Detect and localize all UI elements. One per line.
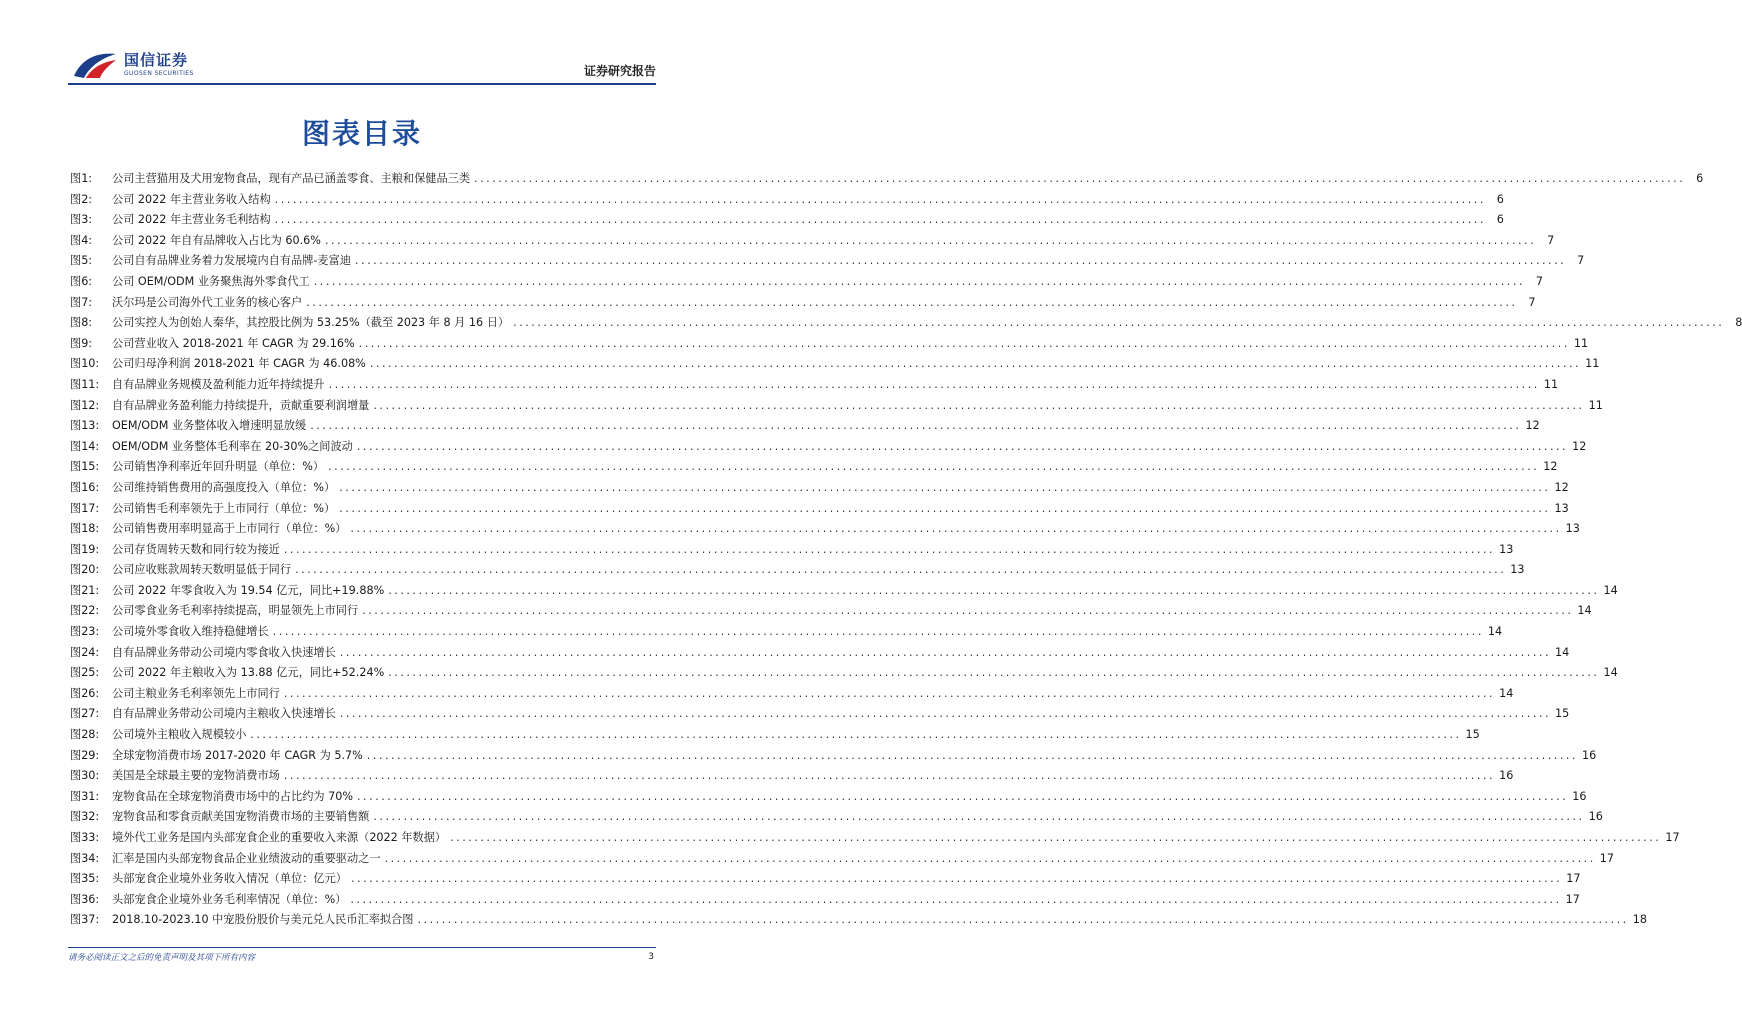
toc-entry-page: 12 (1572, 439, 1587, 453)
toc-entry[interactable] (70, 212, 1504, 233)
toc-entry-label: 图27: (70, 707, 100, 721)
toc-entry-title: 自有品牌业务带动公司境内主粮收入快速增长 (112, 707, 336, 721)
toc-entry-title: 公司销售毛利率领先于上市同行（单位：%） (112, 501, 336, 515)
toc-leader-dots: ........................................................................................................................................................................................................ (357, 789, 1569, 803)
toc-entry-label: 图20: (70, 563, 100, 577)
toc-entry-label: 图18: (70, 522, 100, 536)
toc-entry-page: 12 (1543, 460, 1558, 474)
toc-entry-page: 8 (1735, 316, 1742, 330)
toc-entry-label: 图21: (70, 583, 100, 597)
guosen-logo-icon (72, 50, 118, 80)
toc-entry-title: 宠物食品和零食贡献美国宠物消费市场的主要销售额 (112, 810, 370, 824)
toc-entry-page: 13 (1554, 501, 1569, 515)
toc-entry-label: 图33: (70, 831, 100, 844)
toc-entry-page: 13 (1510, 563, 1525, 577)
toc-entry-page: 7 (1528, 295, 1536, 309)
toc-entry[interactable] (70, 912, 1647, 933)
toc-leader-dots: ........................................................................................................................................................................................................ (373, 398, 1585, 412)
toc-entry-label: 图34: (70, 851, 100, 865)
toc-entry-title: 公司境外零食收入维持稳健增长 (112, 625, 269, 639)
toc-entry[interactable] (70, 192, 1504, 213)
toc-entry-title: 全球宠物消费市场 2017-2020 年 CAGR 为 5.7% (112, 748, 363, 762)
toc-entry-page: 15 (1465, 728, 1480, 742)
toc-entry[interactable] (70, 439, 1587, 460)
toc-leader-dots: ........................................................................................................................................................................................................ (350, 892, 1562, 906)
toc-entry-title: 公司 OEM/ODM 业务聚焦海外零食代工 (112, 274, 310, 288)
toc-entry[interactable] (70, 377, 1559, 398)
toc-entry-title: 公司 2022 年主营业务毛利结构 (112, 213, 271, 227)
toc-entry-title: 公司自有品牌业务着力发展境内自有品牌-麦富迪 (112, 254, 351, 268)
toc-entry-title: 美国是全球最主要的宠物消费市场 (112, 769, 280, 783)
toc-entry-title: 公司 2022 年自有品牌收入占比为 60.6% (112, 233, 321, 247)
toc-entry-title: 自有品牌业务规模及盈利能力近年持续提升 (112, 377, 325, 391)
toc-leader-dots: ........................................................................................................................................................................................................ (388, 583, 1600, 597)
toc-entry-label: 图22: (70, 604, 100, 618)
toc-entry-title: 公司营业收入 2018-2021 年 CAGR 为 29.16% (112, 336, 355, 350)
toc-entry-label: 图23: (70, 625, 100, 639)
toc-entry[interactable] (70, 706, 1570, 727)
toc-entry-page: 16 (1572, 789, 1587, 803)
toc-entry-title: 公司 2022 年主营业务收入结构 (112, 192, 271, 206)
toc-leader-dots: ........................................................................................................................................................................................................ (283, 769, 1496, 783)
toc-entry-label: 图30: (70, 769, 100, 783)
toc-entry-label: 图14: (70, 439, 100, 453)
toc-entry-title: 公司实控人为创始人秦华，其控股比例为 53.25%（截至 2023 年 8 月 16 日） (112, 316, 510, 330)
toc-entry-page: 11 (1573, 336, 1589, 350)
toc-entry[interactable] (70, 233, 1555, 254)
toc-entry-title: OEM/ODM 业务整体毛利率在 20-30%之间波动 (112, 439, 353, 453)
toc-entry[interactable] (70, 748, 1597, 769)
toc-entry-page: 7 (1547, 233, 1555, 247)
toc-leader-dots: ........................................................................................................................................................................................................ (513, 316, 1725, 330)
toc-entry-title: OEM/ODM 业务整体收入增速明显放缓 (112, 419, 307, 433)
toc-entry[interactable] (70, 315, 1742, 336)
toc-entry-label: 图26: (70, 686, 100, 700)
toc-entry[interactable] (70, 253, 1585, 274)
toc-entry[interactable] (70, 542, 1514, 563)
toc-entry[interactable] (70, 871, 1581, 892)
toc-entry-label: 图16: (70, 480, 100, 494)
toc-entry[interactable] (70, 480, 1569, 501)
toc-entry-page: 17 (1566, 872, 1581, 886)
toc-entry-title: 公司应收账款周转天数明显低于同行 (112, 563, 292, 577)
toc-entry-page: 12 (1525, 419, 1540, 433)
toc-leader-dots: ........................................................................................................................................................................................................ (388, 666, 1600, 680)
toc-entry-title: 公司 2022 年零食收入为 19.54 亿元，同比+19.88% (112, 583, 385, 597)
toc-entry-page: 14 (1555, 645, 1570, 659)
toc-entry[interactable] (70, 624, 1503, 645)
toc-leader-dots: ........................................................................................................................................................................................................ (250, 728, 1462, 742)
toc-leader-dots: ........................................................................................................................................................................................................ (356, 439, 1569, 453)
toc-leader-dots: ........................................................................................................................................................................................................ (283, 542, 1496, 556)
toc-entry-page: 15 (1555, 707, 1570, 721)
toc-entry-page: 14 (1487, 625, 1503, 639)
toc-entry-label: 图17: (70, 501, 100, 515)
toc-entry-label: 图36: (70, 892, 100, 906)
page-number: 3 (648, 952, 654, 962)
toc-leader-dots: ........................................................................................................................................................................................................ (310, 419, 1522, 433)
toc-entry[interactable] (70, 645, 1570, 666)
toc-entry-label: 图8: (70, 316, 93, 330)
toc-entry-title: 公司主营猫用及犬用宠物食品，现有产品已涵盖零食、主粮和保健品三类 (112, 172, 471, 185)
toc-entry[interactable] (70, 809, 1603, 830)
toc-entry-page: 17 (1565, 892, 1580, 906)
toc-leader-dots: ........................................................................................................................................................................................................ (474, 172, 1686, 185)
toc-entry-page: 11 (1543, 377, 1559, 391)
toc-entry-label: 图25: (70, 666, 100, 680)
toc-entry-page: 12 (1554, 480, 1569, 494)
toc-leader-dots: ........................................................................................................................................................................................................ (339, 645, 1552, 659)
logo-english-name: GUOSEN SECURITIES (124, 70, 194, 77)
toc-leader-dots: ........................................................................................................................................................................................................ (339, 480, 1551, 494)
toc-entry[interactable] (70, 356, 1600, 377)
toc-leader-dots: ........................................................................................................................................................................................................ (274, 213, 1486, 227)
toc-entry-label: 图1: (70, 172, 93, 185)
toc-entry-page: 13 (1565, 522, 1580, 536)
toc-entry-label: 图19: (70, 542, 100, 556)
footer-divider (68, 947, 656, 948)
toc-leader-dots: ........................................................................................................................................................................................................ (283, 686, 1496, 700)
table-of-figures (70, 171, 1742, 933)
logo-chinese-name: 国信证券 (124, 51, 189, 69)
toc-leader-dots: ........................................................................................................................................................................................................ (384, 851, 1596, 865)
toc-entry-title: 自有品牌业务带动公司境内零食收入快速增长 (112, 645, 336, 659)
toc-entry[interactable] (70, 789, 1587, 810)
toc-entry-label: 图6: (70, 274, 93, 288)
toc-entry[interactable] (70, 295, 1536, 316)
toc-entry[interactable] (70, 521, 1580, 542)
toc-entry-label: 图7: (70, 295, 93, 309)
toc-entry[interactable] (70, 727, 1480, 748)
toc-entry-title: 境外代工业务是国内头部宠食企业的重要收入来源（2022 年数据） (112, 831, 447, 844)
header-divider (68, 83, 656, 85)
toc-entry[interactable] (70, 336, 1589, 357)
toc-entry[interactable] (70, 892, 1580, 913)
toc-entry-page: 6 (1496, 213, 1504, 227)
toc-leader-dots: ........................................................................................................................................................................................................ (272, 625, 1484, 639)
toc-entry-title: 2018.10-2023.10 中宠股份股价与美元兑人民币汇率拟合图 (112, 913, 414, 927)
toc-entry[interactable] (70, 768, 1514, 789)
toc-entry-page: 7 (1577, 254, 1585, 268)
toc-entry-title: 公司零食业务毛利率持续提高，明显领先上市同行 (112, 604, 359, 618)
toc-entry[interactable] (70, 686, 1514, 707)
toc-entry-label: 图13: (70, 419, 100, 433)
toc-entry-title: 头部宠食企业境外业务毛利率情况（单位：%） (112, 892, 347, 906)
toc-entry-page: 11 (1588, 398, 1603, 412)
toc-leader-dots: ........................................................................................................................................................................................................ (366, 748, 1579, 762)
toc-leader-dots: ........................................................................................................................................................................................................ (450, 831, 1662, 844)
toc-entry-label: 图32: (70, 810, 100, 824)
toc-entry-label: 图5: (70, 254, 93, 268)
toc-leader-dots: ........................................................................................................................................................................................................ (373, 810, 1585, 824)
toc-leader-dots: ........................................................................................................................................................................................................ (350, 872, 1563, 886)
report-type-label: 证券研究报告 (583, 64, 656, 78)
toc-entry-title: 公司销售净利率近年回升明显（单位：%） (112, 460, 325, 474)
toc-entry-label: 图10: (70, 357, 100, 371)
toc-leader-dots: ........................................................................................................................................................................................................ (328, 460, 1540, 474)
toc-entry-title: 公司 2022 年主粮收入为 13.88 亿元，同比+52.24% (112, 666, 385, 680)
toc-entry-title: 公司维持销售费用的高强度投入（单位：%） (112, 480, 336, 494)
page-header (0, 0, 724, 90)
toc-leader-dots: ........................................................................................................................................................................................................ (354, 254, 1567, 268)
toc-leader-dots: ........................................................................................................................................................................................................ (313, 274, 1525, 288)
toc-entry-page: 17 (1599, 851, 1615, 865)
toc-entry[interactable] (70, 665, 1618, 686)
toc-entry-label: 图29: (70, 748, 100, 762)
toc-entry[interactable] (70, 562, 1525, 583)
toc-entry-title: 汇率是国内头部宠物食品企业业绩波动的重要驱动之一 (112, 851, 381, 865)
toc-entry-page: 16 (1588, 810, 1603, 824)
toc-entry-page: 11 (1585, 357, 1600, 371)
toc-entry-page: 16 (1499, 769, 1514, 783)
company-logo (72, 50, 194, 80)
toc-entry-label: 图11: (70, 377, 100, 391)
toc-entry-title: 公司主粮业务毛利率领先上市同行 (112, 686, 280, 700)
toc-entry-title: 公司存货周转天数和同行较为接近 (112, 542, 280, 556)
toc-leader-dots: ........................................................................................................................................................................................................ (339, 501, 1551, 515)
toc-entry-page: 14 (1603, 583, 1618, 597)
toc-entry-page: 14 (1603, 666, 1618, 680)
toc-leader-dots: ........................................................................................................................................................................................................ (324, 233, 1537, 247)
toc-entry-title: 自有品牌业务盈利能力持续提升，贡献重要利润增量 (112, 398, 370, 412)
toc-entry-page: 6 (1496, 192, 1504, 206)
toc-entry-page: 18 (1632, 913, 1647, 927)
toc-entry[interactable] (70, 603, 1592, 624)
toc-entry-page: 14 (1577, 604, 1592, 618)
toc-leader-dots: ........................................................................................................................................................................................................ (328, 377, 1540, 391)
toc-entry-page: 17 (1665, 831, 1680, 844)
toc-entry-page: 7 (1535, 274, 1543, 288)
toc-leader-dots: ........................................................................................................................................................................................................ (369, 357, 1582, 371)
toc-leader-dots: ........................................................................................................................................................................................................ (306, 295, 1518, 309)
toc-entry-label: 图4: (70, 233, 93, 247)
toc-entry[interactable] (70, 851, 1615, 872)
toc-entry[interactable] (70, 501, 1569, 522)
toc-entry-label: 图31: (70, 789, 100, 803)
toc-leader-dots: ........................................................................................................................................................................................................ (339, 707, 1552, 721)
toc-entry-title: 沃尔玛是公司海外代工业务的核心客户 (112, 295, 303, 309)
toc-entry-page: 13 (1499, 542, 1514, 556)
toc-entry[interactable] (70, 459, 1558, 480)
toc-entry-label: 图37: (70, 913, 100, 927)
toc-entry[interactable] (70, 398, 1603, 419)
toc-entry-label: 图3: (70, 213, 93, 227)
toc-entry[interactable] (70, 830, 1680, 851)
toc-leader-dots: ........................................................................................................................................................................................................ (274, 192, 1486, 206)
page-title: 图表目录 (301, 117, 422, 150)
toc-entry-label: 图12: (70, 398, 100, 412)
toc-entry[interactable] (70, 171, 1704, 192)
toc-entry-title: 公司归母净利润 2018-2021 年 CAGR 为 46.08% (112, 357, 366, 371)
toc-entry-label: 图28: (70, 728, 100, 742)
toc-leader-dots: ........................................................................................................................................................................................................ (350, 522, 1562, 536)
toc-entry-label: 图2: (70, 192, 93, 206)
disclaimer-text: 请务必阅读正文之后的免责声明及其项下所有内容 (68, 953, 256, 963)
toc-entry-title: 宠物食品在全球宠物消费市场中的占比约为 70% (112, 789, 353, 803)
toc-entry-page: 14 (1499, 686, 1514, 700)
toc-entry[interactable] (70, 274, 1543, 295)
toc-entry-label: 图15: (70, 460, 100, 474)
toc-entry-page: 6 (1696, 172, 1704, 185)
toc-leader-dots: ........................................................................................................................................................................................................ (295, 563, 1507, 577)
toc-leader-dots: ........................................................................................................................................................................................................ (362, 604, 1574, 618)
toc-leader-dots: ........................................................................................................................................................................................................ (417, 913, 1629, 927)
toc-entry-label: 图35: (70, 872, 100, 886)
toc-entry[interactable] (70, 583, 1618, 604)
toc-entry-title: 公司销售费用率明显高于上市同行（单位：%） (112, 522, 347, 536)
toc-entry-title: 公司境外主粮收入规模较小 (112, 728, 247, 742)
toc-entry-page: 16 (1582, 748, 1597, 762)
toc-entry-label: 图24: (70, 645, 100, 659)
toc-entry[interactable] (70, 418, 1540, 439)
toc-entry-label: 图9: (70, 336, 93, 350)
toc-entry-title: 头部宠食企业境外业务收入情况（单位：亿元） (112, 872, 347, 886)
toc-leader-dots: ........................................................................................................................................................................................................ (358, 336, 1570, 350)
